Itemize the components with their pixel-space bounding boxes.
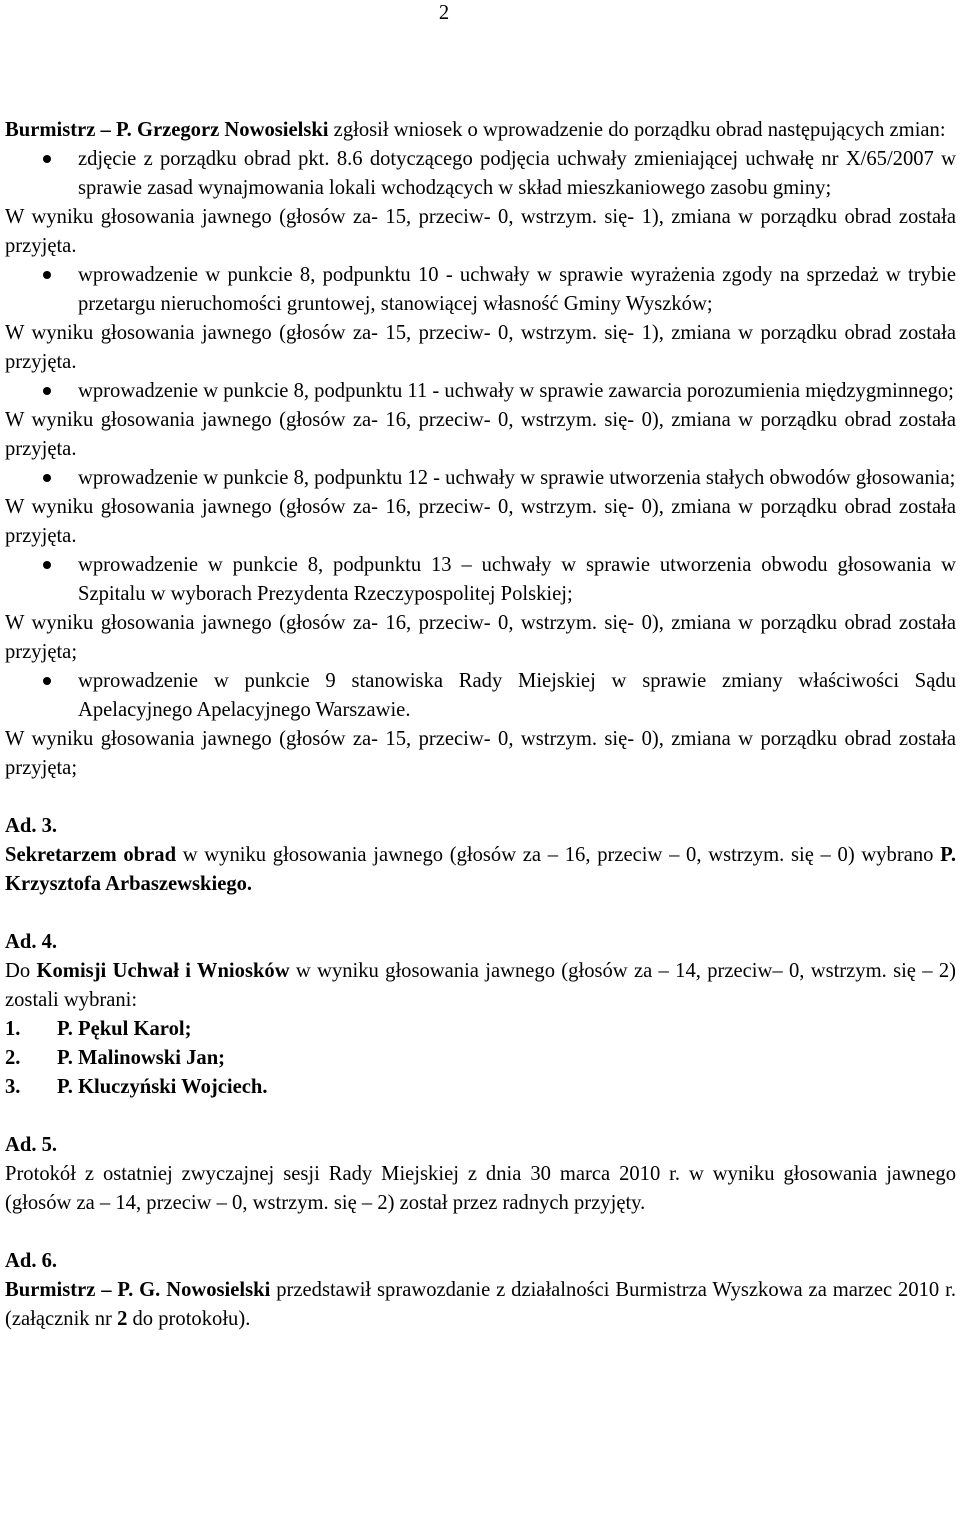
ad5-paragraph: Protokół z ostatniej zwyczajnej sesji Rady Miejskiej z dnia 30 marca 2010 r. w wyniku głosowania jawnego (głosów za – 14, przeciw – 0, wstrzym. się – 2) został przez radnych przyjęty. <box>5 1163 956 1214</box>
ad4-member-name: P. Malinowski Jan; <box>57 1047 226 1069</box>
agenda-change-item: wprowadzenie w punkcie 8, podpunktu 10 - uchwały w sprawie wyrażenia zgody na sprzedaż w trybie przetargu nieruchomości gruntowej, stanowiącej własność Gminy Wyszków; <box>5 261 956 319</box>
agenda-change-item: wprowadzenie w punkcie 8, podpunktu 13 – uchwały w sprawie utworzenia obwodu głosowania w Szpitalu w wyborach Prezydenta Rzeczypospolitej Polskiej; <box>5 551 956 609</box>
vote-result: W wyniku głosowania jawnego (głosów za- 15, przeciw- 0, wstrzym. się- 0), zmiana w porządku obrad została przyjęta; <box>5 728 956 779</box>
ad6-speaker: Burmistrz – P. G. Nowosielski <box>5 1279 271 1301</box>
agenda-change-item: wprowadzenie w punkcie 8, podpunktu 11 - uchwały w sprawie zawarcia porozumienia międzygminnego; <box>5 377 956 406</box>
ad4-pre: Do <box>5 960 37 982</box>
vote-result: W wyniku głosowania jawnego (głosów za- 16, przeciw- 0, wstrzym. się- 0), zmiana w porządku obrad została przyjęta. <box>5 409 956 460</box>
agenda-change-item: zdjęcie z porządku obrad pkt. 8.6 dotyczącego podjęcia uchwały zmieniającej uchwałę nr X/65/2007 w sprawie zasad wynajmowania lokali wchodzących w skład mieszkaniowego zasobu gminy; <box>5 145 956 203</box>
ad6-heading <box>5 1247 956 1276</box>
ad4-member <box>5 1073 956 1102</box>
ad6-text-a: przedstawił sprawozdanie z działalności Burmistrza Wyszkowa za marzec 2010 r. (załącznik nr <box>5 1279 956 1330</box>
page-number: 2 <box>438 2 450 24</box>
ad4-member <box>5 1015 956 1044</box>
agenda-changes-list-5 <box>5 551 956 609</box>
ad6-attachment-num: 2 <box>117 1308 128 1330</box>
ad3-heading <box>5 812 956 841</box>
ad4-paragraph <box>5 957 956 1015</box>
ad4-member-num: 3. <box>5 1076 21 1098</box>
ad5-heading-text: Ad. 5. <box>5 1134 58 1156</box>
ad6-text-b: do protokołu). <box>127 1308 251 1330</box>
ad4-text: w wyniku głosowania jawnego (głosów za – 14, przeciw– 0, wstrzym. się – 2) zostali wybrani: <box>5 960 957 1011</box>
vote-result: W wyniku głosowania jawnego (głosów za- 15, przeciw- 0, wstrzym. się- 1), zmiana w porządku obrad została przyjęta. <box>5 206 956 257</box>
spacer <box>5 783 956 812</box>
spacer <box>5 899 956 928</box>
vote-result: W wyniku głosowania jawnego (głosów za- 16, przeciw- 0, wstrzym. się- 0), zmiana w porządku obrad została przyjęta; <box>5 612 956 663</box>
agenda-changes-list-6 <box>5 667 956 725</box>
ad3-text: w wyniku głosowania jawnego (głosów za – 16, przeciw – 0, wstrzym. się – 0) wybrano <box>176 844 941 866</box>
vote-result: W wyniku głosowania jawnego (głosów za- 16, przeciw- 0, wstrzym. się- 0), zmiana w porządku obrad została przyjęta. <box>5 496 956 547</box>
intro-paragraph <box>5 116 956 145</box>
spacer <box>5 1102 956 1131</box>
ad6-paragraph <box>5 1276 956 1334</box>
ad4-label: Komisji Uchwał i Wniosków <box>36 960 290 982</box>
ad6-heading-text: Ad. 6. <box>5 1250 58 1272</box>
agenda-changes-list-4 <box>5 464 956 493</box>
ad4-member <box>5 1044 956 1073</box>
agenda-change-item: wprowadzenie w punkcie 8, podpunktu 12 - uchwały w sprawie utworzenia stałych obwodów głosowania; <box>5 464 956 493</box>
agenda-change-item: wprowadzenie w punkcie 9 stanowiska Rady Miejskiej w sprawie zmiany właściwości Sądu Apelacyjnego Apelacyjnego Warszawie. <box>5 667 956 725</box>
intro-text: zgłosił wniosek o wprowadzenie do porządku obrad następujących zmian: <box>328 119 946 141</box>
ad4-heading-text: Ad. 4. <box>5 931 58 953</box>
ad3-name: P. Krzysztofa Arbaszewskiego. <box>5 844 956 895</box>
document-body <box>5 116 956 1334</box>
agenda-changes-list-3 <box>5 377 956 406</box>
agenda-changes-list-2 <box>5 261 956 319</box>
agenda-changes-list <box>5 145 956 203</box>
ad4-member-num: 2. <box>5 1047 21 1069</box>
ad3-paragraph <box>5 841 956 899</box>
intro-speaker: Burmistrz – P. Grzegorz Nowosielski <box>5 119 329 141</box>
ad3-heading-text: Ad. 3. <box>5 815 58 837</box>
ad4-heading <box>5 928 956 957</box>
ad5-heading <box>5 1131 956 1160</box>
vote-result: W wyniku głosowania jawnego (głosów za- 15, przeciw- 0, wstrzym. się- 1), zmiana w porządku obrad została przyjęta. <box>5 322 956 373</box>
spacer <box>5 1218 956 1247</box>
ad4-member-name: P. Kluczyński Wojciech. <box>57 1076 268 1098</box>
ad4-member-num: 1. <box>5 1018 21 1040</box>
ad4-member-name: P. Pękul Karol; <box>57 1018 192 1040</box>
ad3-label: Sekretarzem obrad <box>5 844 177 866</box>
